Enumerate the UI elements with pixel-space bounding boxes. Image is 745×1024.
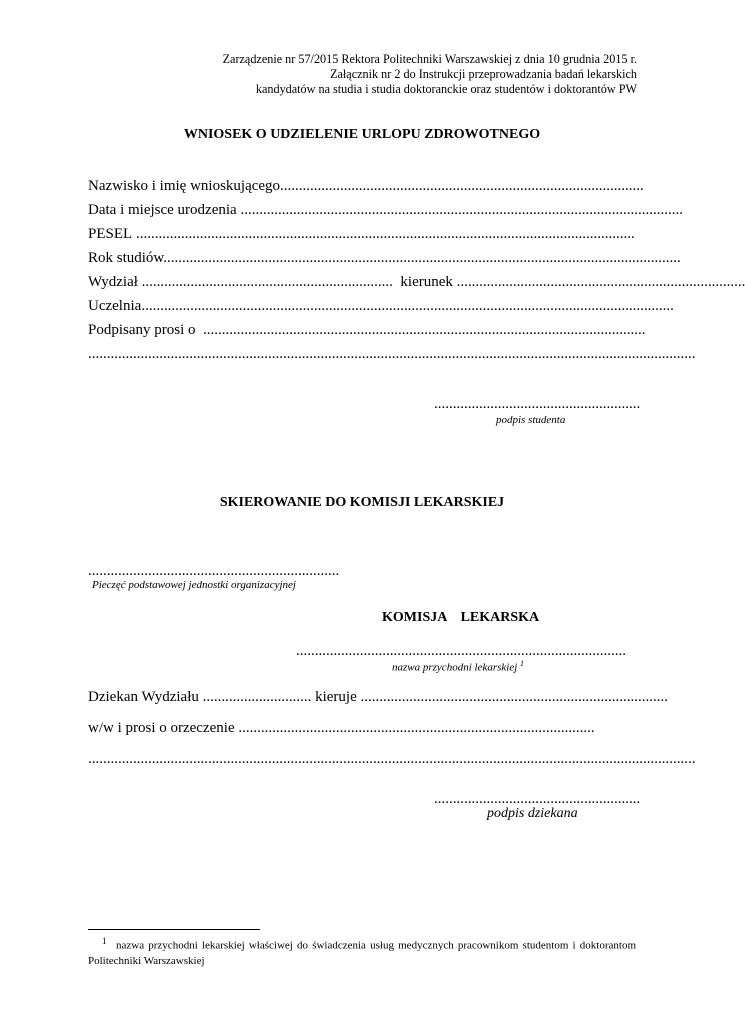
- field-direction-dots[interactable]: .............................................................................: [456, 274, 745, 290]
- footnote-text: nazwa przychodni lekarskiej właściwej do świadczenia usług medycznych pracownikom studentom i doktorantom Politechniki Warszawskiej: [88, 939, 636, 967]
- header-line-3: kandydatów na studia i studia doktoranckie oraz studentów i doktorantów PW: [255, 82, 637, 96]
- field-signed-row[interactable]: [88, 321, 646, 339]
- field-continuation-dots[interactable]: ..................................................................................................................................................................: [88, 346, 696, 362]
- field-name-row[interactable]: [88, 177, 644, 195]
- application-title: WNIOSEK O UDZIELENIE URLOPU ZDROWOTNEGO: [183, 127, 541, 142]
- referral-continuation-dots[interactable]: ..................................................................................................................................................................: [88, 751, 696, 767]
- clinic-name-caption: [392, 659, 524, 674]
- field-university-label: Uczelnia: [88, 298, 142, 314]
- footnote-divider: [88, 929, 260, 930]
- field-year-row[interactable]: [88, 249, 681, 267]
- field-pesel-row[interactable]: [88, 225, 636, 243]
- dean-signature-caption: podpis dziekana: [487, 806, 578, 821]
- field-faculty-row[interactable]: [88, 273, 745, 291]
- directs-dots[interactable]: ..................................................................................: [360, 689, 669, 705]
- dean-row[interactable]: [88, 688, 669, 706]
- dean-faculty-dots[interactable]: .............................: [202, 689, 312, 705]
- commission-title: KOMISJA LEKARSKA: [382, 610, 540, 625]
- stamp-line[interactable]: ...................................................................: [88, 563, 340, 579]
- asks-dots[interactable]: ...............................................................................................: [238, 720, 595, 736]
- field-pesel-label: PESEL: [88, 226, 133, 242]
- field-signed-dots[interactable]: ......................................................................................................................: [203, 322, 646, 338]
- clinic-footnote-ref: 1: [520, 659, 525, 668]
- dean-signature-line[interactable]: .......................................................: [434, 791, 641, 807]
- referral-title: SKIEROWANIE DO KOMISJI LEKARSKIEJ: [219, 495, 505, 510]
- field-birth-dots[interactable]: ......................................................................................................................: [240, 202, 683, 218]
- field-birth-row[interactable]: [88, 201, 683, 219]
- clinic-name-line[interactable]: ........................................................................................: [296, 643, 626, 659]
- directs-label: kieruje: [315, 689, 357, 705]
- field-signed-label: Podpisany prosi o: [88, 322, 196, 338]
- footnote-number: 1: [102, 936, 107, 946]
- field-direction-label: kierunek: [400, 274, 453, 290]
- field-birth-label: Data i miejsce urodzenia: [88, 202, 237, 218]
- field-faculty-label: Wydział: [88, 274, 138, 290]
- field-continuation-row[interactable]: [88, 345, 696, 363]
- dean-label: Dziekan Wydziału: [88, 689, 199, 705]
- referral-continuation-row[interactable]: [88, 750, 696, 768]
- field-year-dots[interactable]: ..........................................................................................................................................: [163, 250, 681, 266]
- field-name-label: Nazwisko i imię wnioskującego: [88, 178, 281, 194]
- student-signature-line[interactable]: .......................................................: [434, 396, 641, 412]
- field-name-dots[interactable]: .................................................................................................: [280, 178, 644, 194]
- field-university-row[interactable]: [88, 297, 674, 315]
- field-year-label: Rok studiów: [88, 250, 164, 266]
- clinic-caption-text: nazwa przychodni lekarskiej: [392, 661, 518, 674]
- field-university-dots[interactable]: ..............................................................................................................................................: [141, 298, 674, 314]
- header-line-2: Załącznik nr 2 do Instrukcji przeprowadzania badań lekarskich: [330, 67, 637, 81]
- footnote: [88, 934, 636, 969]
- header-line-1: Zarządzenie nr 57/2015 Rektora Politechniki Warszawskiej z dnia 10 grudnia 2015 r.: [222, 52, 637, 66]
- document-header: [223, 52, 637, 97]
- field-faculty-dots[interactable]: ...................................................................: [141, 274, 393, 290]
- field-pesel-dots[interactable]: .....................................................................................................................................: [135, 226, 635, 242]
- asks-row[interactable]: [88, 719, 636, 737]
- asks-label: w/w i prosi o orzeczenie: [88, 720, 235, 736]
- stamp-caption: Pieczęć podstawowej jednostki organizacyjnej: [92, 579, 296, 591]
- student-signature-caption: podpis studenta: [496, 414, 566, 426]
